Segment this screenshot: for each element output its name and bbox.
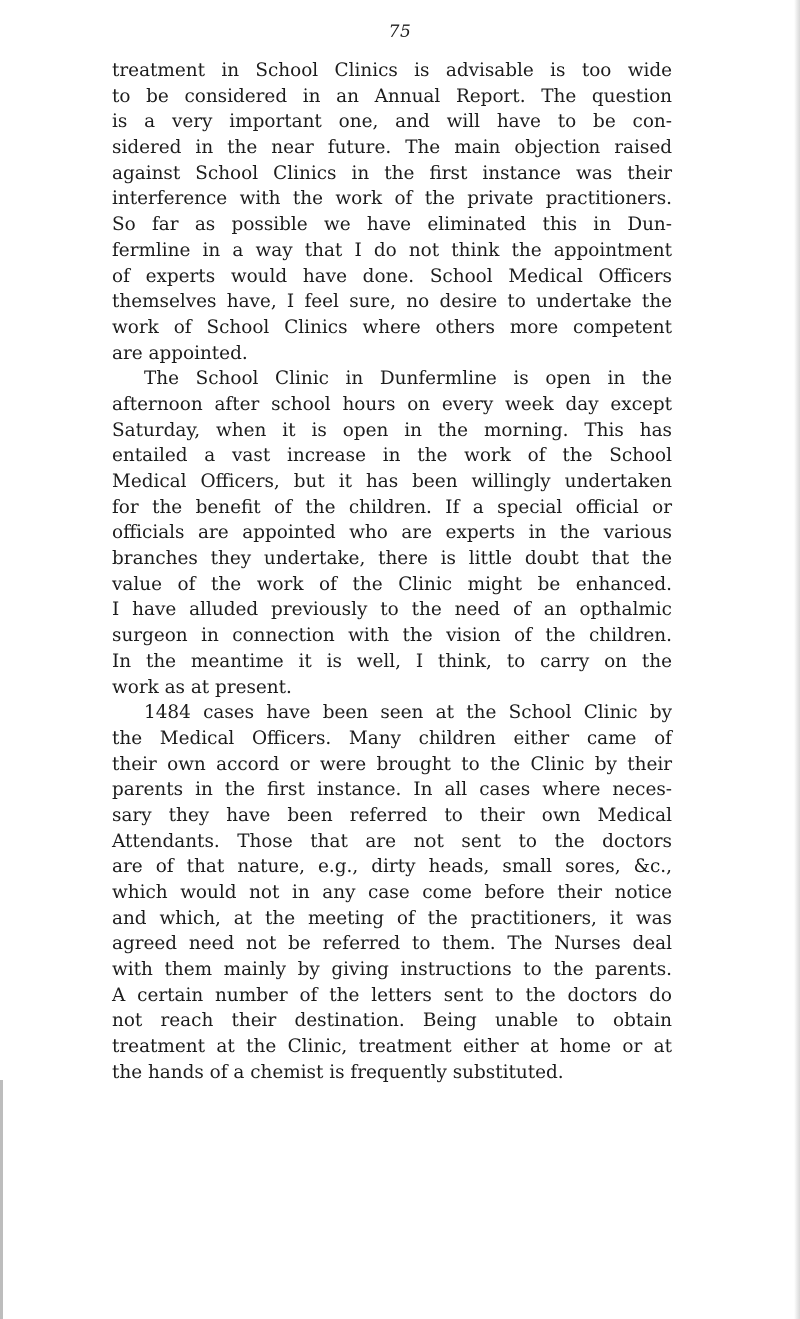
text-line: not reach their destination. Being unable to obtain <box>112 1010 672 1032</box>
text-line: So far as possible we have eliminated this in Dun- <box>112 214 672 236</box>
text-line: with them mainly by giving instructions to the parents. <box>112 959 672 981</box>
text-line: agreed need not be referred to them. The Nurses deal <box>112 933 672 955</box>
text-line: branches they undertake, there is little doubt that the <box>112 548 672 570</box>
text-line: is a very important one, and will have to be con- <box>112 111 672 133</box>
text-line: surgeon in connection with the vision of the children. <box>112 625 672 647</box>
text-line: and which, at the meeting of the practitioners, it was <box>112 907 672 929</box>
text-line: to be considered in an Annual Report. The question <box>112 85 672 107</box>
text-line: sidered in the near future. The main objection raised <box>112 137 672 159</box>
text-line: themselves have, I feel sure, no desire to undertake the <box>112 291 672 313</box>
text-line: for the benefit of the children. If a special official or <box>112 496 672 518</box>
text-line: of experts would have done. School Medical Officers <box>112 265 672 287</box>
text-line: Attendants. Those that are not sent to the doctors <box>112 830 672 852</box>
text-line: entailed a vast increase in the work of the School <box>112 445 672 467</box>
text-line: value of the work of the Clinic might be enhanced. <box>112 573 672 595</box>
page-edge-line <box>0 1080 3 1319</box>
text-line: I have alluded previously to the need of an opthalmic <box>112 599 672 621</box>
text-line: parents in the first instance. In all cases where neces- <box>112 779 672 801</box>
paragraph-start-line: 1484 cases have been seen at the School Clinic by <box>144 702 672 724</box>
text-line: which would not in any case come before their notice <box>112 882 672 903</box>
text-line: work of School Clinics where others more competent <box>112 316 672 338</box>
page-number: 75 <box>388 22 412 42</box>
page-edge-shadow <box>794 0 800 1319</box>
paragraph-end-line: work as at present. <box>112 676 292 698</box>
text-line: against School Clinics in the first instance was their <box>112 162 672 184</box>
text-line: treatment at the Clinic, treatment either at home or at <box>112 1036 672 1058</box>
body-text <box>112 58 672 1086</box>
text-line: treatment in School Clinics is advisable is too wide <box>112 60 672 81</box>
text-line: afternoon after school hours on every week day except <box>112 393 672 415</box>
text-line: In the meantime it is well, I think, to carry on the <box>112 650 672 672</box>
text-line: sary they have been referred to their own Medical <box>112 804 672 826</box>
text-line: their own accord or were brought to the Clinic by their <box>112 753 672 775</box>
text-line: A certain number of the letters sent to the doctors do <box>112 984 672 1006</box>
text-line: fermline in a way that I do not think the appointment <box>112 239 672 261</box>
paragraph-end-line: the hands of a chemist is frequently substituted. <box>112 1061 564 1083</box>
text-line: are of that nature, e.g., dirty heads, small sores, &c., <box>112 856 672 878</box>
text-line: Medical Officers, but it has been willingly undertaken <box>112 471 672 492</box>
text-line: interference with the work of the private practitioners. <box>112 188 672 210</box>
text-line: officials are appointed who are experts in the various <box>112 522 672 544</box>
text-line: Saturday, when it is open in the morning. This has <box>112 419 672 441</box>
paragraph-end-line: are appointed. <box>112 342 248 364</box>
paragraph-start-line: The School Clinic in Dunfermline is open in the <box>144 368 672 390</box>
text-line: the Medical Officers. Many children either came of <box>112 727 672 749</box>
